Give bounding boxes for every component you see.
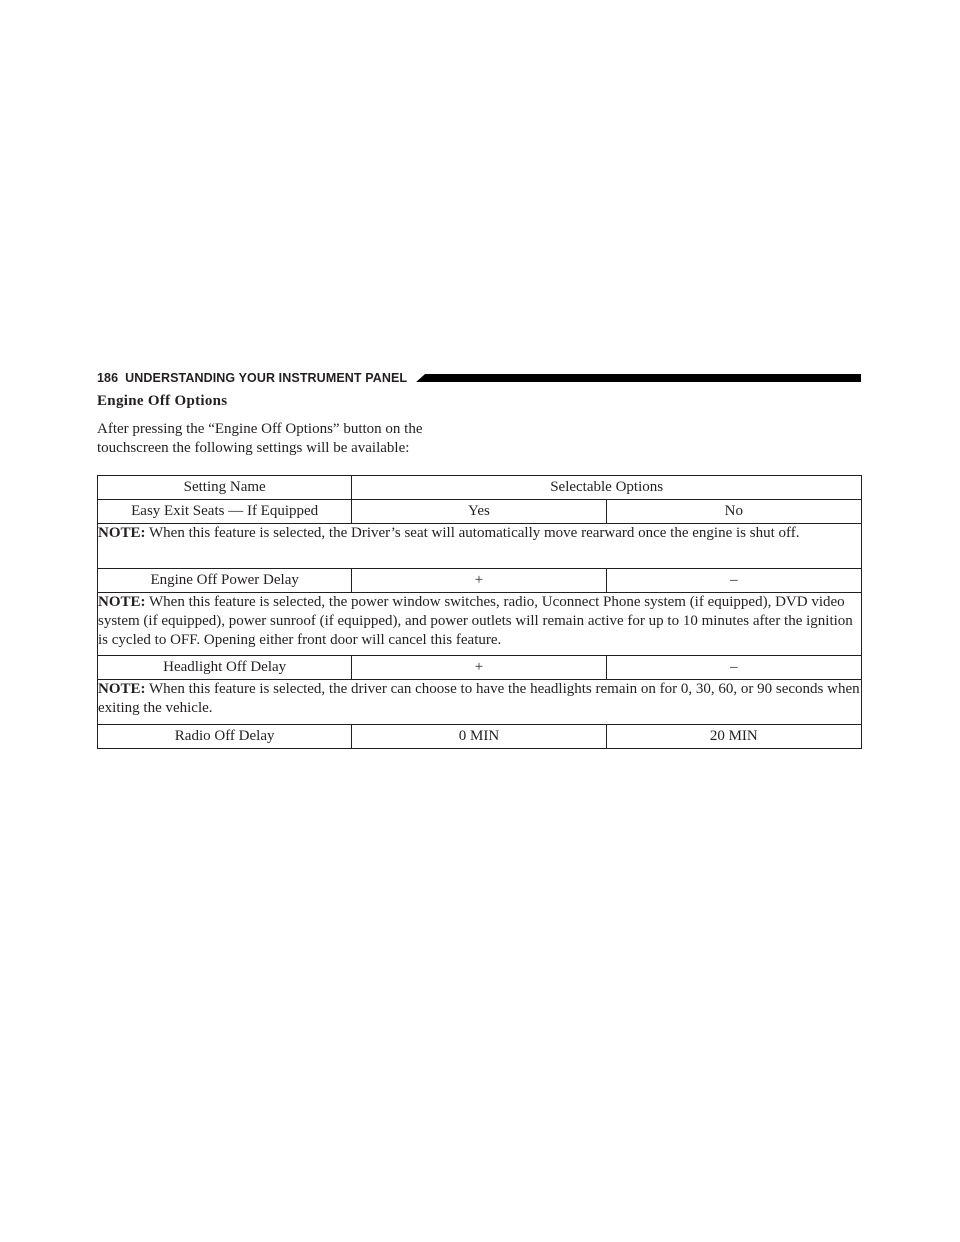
- option-2: No: [606, 500, 861, 524]
- setting-name: Engine Off Power Delay: [98, 569, 352, 593]
- intro-paragraph: After pressing the “Engine Off Options” button on the touchscreen the following settings will be available:: [97, 421, 423, 456]
- option-1: +: [352, 569, 606, 593]
- table-row: [98, 725, 862, 749]
- option-2: 20 MIN: [606, 725, 861, 749]
- setting-name: Easy Exit Seats — If Equipped: [98, 500, 352, 524]
- header-rule: [416, 374, 861, 382]
- note-cell: [98, 524, 862, 569]
- note-row: [98, 593, 862, 656]
- note-text: When this feature is selected, the power window switches, radio, Uconnect Phone system (if equipped), DVD video system (if equipped), power sunroof (if equipped), and power outlets will remain active for up to 10 minutes after the ignition is cycled to OFF. Opening either front door will cancel this feature.: [98, 594, 853, 648]
- option-2: –: [606, 569, 861, 593]
- table-row: [98, 500, 862, 524]
- note-row: [98, 680, 862, 725]
- setting-name: Headlight Off Delay: [98, 656, 352, 680]
- setting-name: Radio Off Delay: [98, 725, 352, 749]
- option-1: 0 MIN: [352, 725, 606, 749]
- table-row: [98, 569, 862, 593]
- note-label: NOTE:: [98, 594, 146, 610]
- note-cell: [98, 680, 862, 725]
- header-selectable-options: Selectable Options: [352, 476, 862, 500]
- header-setting-name: Setting Name: [98, 476, 352, 500]
- settings-table: [97, 475, 862, 749]
- option-1: +: [352, 656, 606, 680]
- page-number: 186: [97, 371, 119, 385]
- note-row: [98, 524, 862, 569]
- table-row: [98, 656, 862, 680]
- note-cell: [98, 593, 862, 656]
- section-title: Engine Off Options: [97, 393, 228, 409]
- option-2: –: [606, 656, 861, 680]
- table-header-row: [98, 476, 862, 500]
- note-text: When this feature is selected, the driver can choose to have the headlights remain on for 0, 30, 60, or 90 seconds when exiting the vehicle.: [98, 681, 860, 716]
- page-header: [97, 370, 861, 386]
- note-label: NOTE:: [98, 525, 146, 541]
- chapter-title: UNDERSTANDING YOUR INSTRUMENT PANEL: [125, 371, 408, 385]
- note-text: When this feature is selected, the Driver’s seat will automatically move rearward once the engine is shut off.: [149, 525, 800, 541]
- note-label: NOTE:: [98, 681, 146, 697]
- option-1: Yes: [352, 500, 606, 524]
